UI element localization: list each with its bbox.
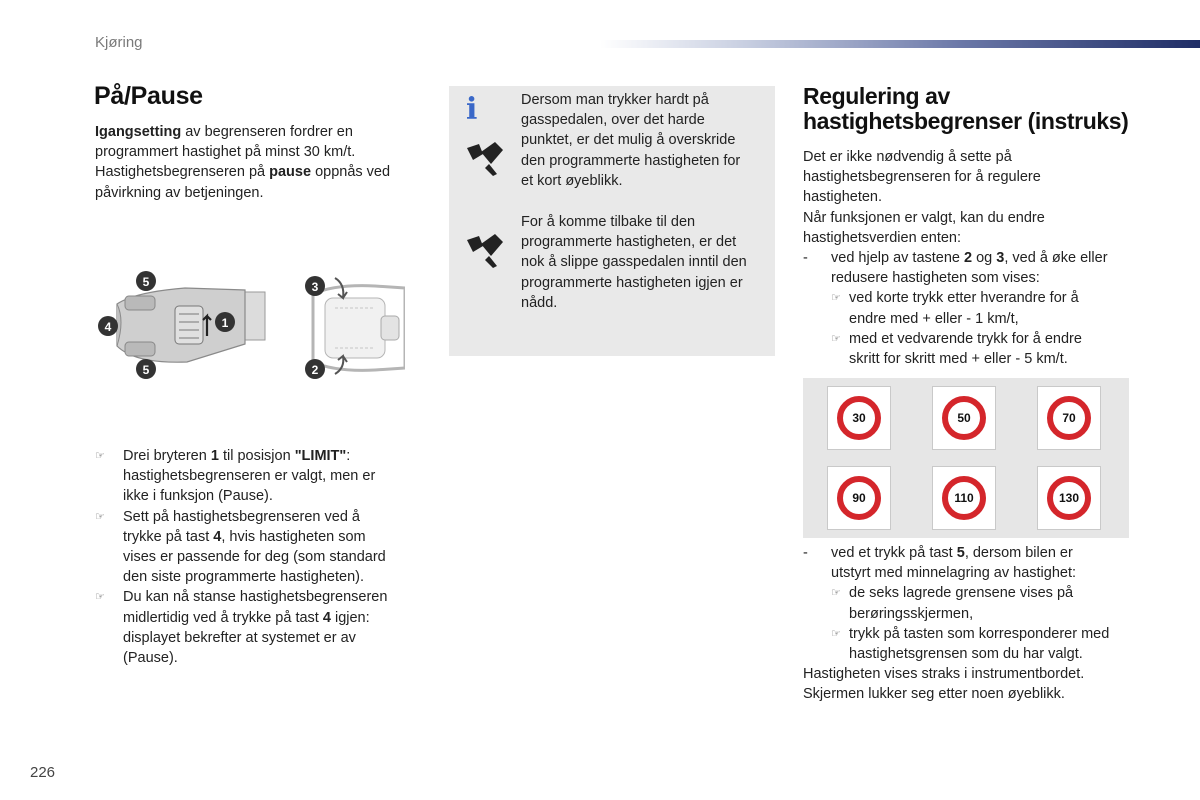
callout-2: 2 <box>311 363 319 377</box>
right-intro: Det er ikke nødvendig å sette på hastighetsbegrenseren for å regulere hastigheten. Når funksjonen er valgt, kan du endre hastighetsverdien enten: <box>803 149 1045 246</box>
bullet-hand-icon: ☞ <box>95 510 105 523</box>
info-paragraph-1: Dersom man trykker hardt på gasspedalen, over det harde punktet, er det mulig å overskride den programmerte hastigheten for et kort øyeblikk. <box>521 92 741 189</box>
sub-bullet-item: ☞ med et vedvarende trykk for å endre skritt for skritt med + eller - 5 km/t. <box>803 329 1163 369</box>
callout-3: 3 <box>311 280 319 294</box>
callout-4: 4 <box>104 320 112 334</box>
intro-bold-term: Igangsetting <box>95 124 182 140</box>
dash-item-buttons-2-3: - ved hjelp av tastene 2 og 3, ved å øke eller redusere hastigheten som vises: ☞ ved korte trykk etter hverandre for å endre med + eller - 1 km/t, ☞ med et vedvarende trykk for å endre skritt for skritt med + eller - 5 km/t. <box>803 248 1163 369</box>
speed-sign: 110 <box>932 466 996 530</box>
heading-pa-pause: På/Pause <box>94 82 203 110</box>
foot-pedal-icon <box>463 134 507 178</box>
info-paragraph-2: For å komme tilbake til den programmerte hastigheten, er det nok å slippe gasspedalen inntil den programmerte hastigheten igjen er nådd. <box>521 214 747 311</box>
right-outro: Hastigheten vises straks i instrumentbordet. Skjermen lukker seg etter noen øyeblikk. <box>803 666 1085 703</box>
bullet-hand-icon: ☞ <box>831 332 841 345</box>
sub-bullet-item: ☞ de seks lagrede grensene vises på berøringsskjermen, <box>803 583 1163 623</box>
bullet-hand-icon: ☞ <box>95 591 105 604</box>
sub-bullet-item: ☞ ved korte trykk etter hverandre for å endre med + eller - 1 km/t, <box>803 288 1163 328</box>
bullet-hand-icon: ☞ <box>831 627 841 640</box>
intro-bold-pause: pause <box>269 164 312 181</box>
bullet-item: ☞ Du kan nå stanse hastighetsbegrenseren midlertidig ved å trykke på tast 4 igjen: displayet bekrefter at systemet er av (Pause). <box>95 587 415 668</box>
callout-1: 1 <box>221 316 229 330</box>
bullet-hand-icon: ☞ <box>831 587 841 600</box>
speed-sign: 70 <box>1037 386 1101 450</box>
speed-sign: 90 <box>827 466 891 530</box>
stalk-control-figure <box>95 264 405 390</box>
header-gradient-bar <box>600 40 1200 48</box>
instruction-bullets <box>95 446 415 668</box>
bullet-hand-icon: ☞ <box>95 450 105 462</box>
dash-item-button-5: - ved et trykk på tast 5, dersom bilen er utstyrt med minnelagring av hastighet: ☞ de seks lagrede grensene vises på berøringsskjermen, ☞ trykk på tasten som korresponderer med hastighetsgrensen som du har valgt. <box>803 543 1163 664</box>
speed-sign: 30 <box>827 386 891 450</box>
heading-regulering: Regulering av hastighetsbegrenser (instruks) <box>803 83 1129 134</box>
section-title: Kjøring <box>95 34 143 51</box>
speed-sign: 130 <box>1037 466 1101 530</box>
foot-pedal-icon <box>463 226 507 270</box>
bullet-item: ☞ Sett på hastighetsbegrenseren ved å trykke på tast 4, hvis hastigheten som vises er passende for deg (som standard den siste programmerte hastigheten). <box>95 507 415 588</box>
callout-5-top: 5 <box>142 275 150 289</box>
dash-mark: - <box>803 250 808 266</box>
info-icon: i <box>466 92 478 127</box>
dash-mark: - <box>803 545 808 561</box>
bullet-hand-icon: ☞ <box>831 292 841 305</box>
intro-paragraph: Igangsetting av begrenseren fordrer en programmert hastighet på minst 30 km/t. Hastighetsbegrenseren på pause oppnås ved påvirkning av betjeningen. <box>95 124 391 201</box>
speed-sign: 50 <box>932 386 996 450</box>
page-number: 226 <box>30 764 56 781</box>
bullet-item: ☞ Drei bryteren 1 til posisjon "LIMIT": hastighetsbegrenseren er valgt, men er ikke i funksjon (Pause). <box>95 446 415 507</box>
sub-bullet-item: ☞ trykk på tasten som korresponderer med hastighetsgrensen som du har valgt. <box>803 624 1163 664</box>
callout-5-bottom: 5 <box>142 363 150 377</box>
info-box <box>449 86 775 356</box>
speed-limit-signs-panel <box>803 378 1129 538</box>
